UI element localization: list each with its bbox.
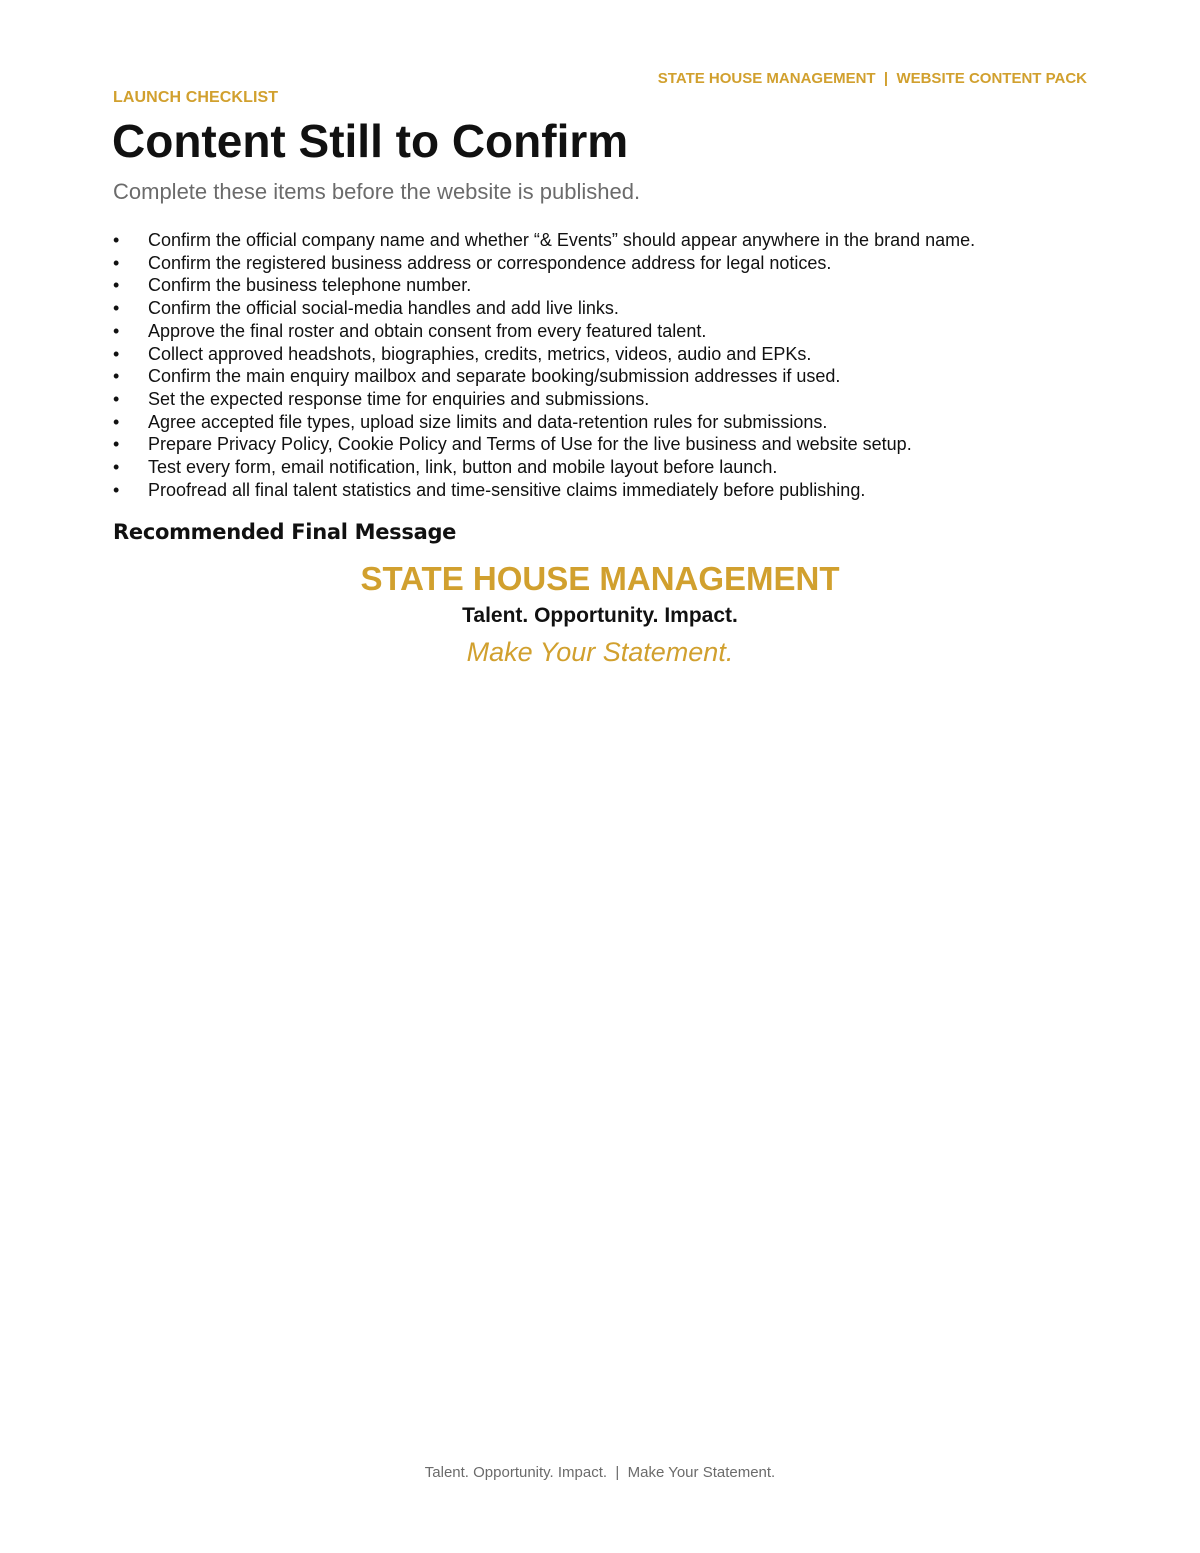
checklist-item-text: Confirm the official social-media handles and add live links.	[148, 298, 619, 319]
page-subtitle: Complete these items before the website is published.	[113, 179, 641, 204]
bullet-icon: •	[113, 388, 120, 409]
final-message-heading: Recommended Final Message	[113, 520, 457, 544]
checklist-item-text: Set the expected response time for enquiries and submissions.	[148, 388, 650, 409]
page-footer: Talent. Opportunity. Impact. | Make Your Statement.	[424, 1464, 776, 1481]
brand-tagline: Talent. Opportunity. Impact.	[462, 604, 738, 627]
checklist-item	[113, 343, 975, 366]
checklist-item	[113, 297, 975, 320]
bullet-icon: •	[113, 434, 120, 455]
bullet-icon: •	[113, 343, 120, 364]
brand-name: STATE HOUSE MANAGEMENT	[360, 560, 840, 597]
bullet-icon: •	[113, 457, 120, 478]
bullet-icon: •	[113, 479, 120, 500]
checklist-item	[113, 479, 975, 502]
page-title: Content Still to Confirm	[112, 115, 629, 167]
final-message-block	[0, 558, 1200, 669]
checklist-item-text: Confirm the main enquiry mailbox and separate booking/submission addresses if used.	[148, 366, 841, 387]
checklist-item	[113, 456, 975, 479]
bullet-icon: •	[113, 298, 120, 319]
bullet-icon: •	[113, 320, 120, 341]
checklist-item	[113, 229, 975, 252]
checklist-item	[113, 320, 975, 343]
bullet-icon: •	[113, 230, 120, 250]
checklist-item-text: Confirm the official company name and whether “& Events” should appear anywhere in the brand name.	[148, 230, 976, 250]
checklist-item	[113, 411, 975, 434]
checklist-item-text: Approve the final roster and obtain consent from every featured talent.	[148, 320, 707, 341]
section-eyebrow: LAUNCH CHECKLIST	[113, 89, 279, 106]
checklist-item-text: Confirm the business telephone number.	[148, 275, 472, 296]
checklist-item-text: Confirm the registered business address or correspondence address for legal notices.	[148, 252, 832, 273]
checklist-item	[113, 388, 975, 411]
bullet-icon: •	[113, 411, 120, 432]
checklist-item-text: Collect approved headshots, biographies, credits, metrics, videos, audio and EPKs.	[148, 343, 812, 364]
checklist-item-text: Test every form, email notification, link, button and mobile layout before launch.	[148, 457, 778, 478]
bullet-icon: •	[113, 252, 120, 273]
checklist-item-text: Prepare Privacy Policy, Cookie Policy and Terms of Use for the live business and website setup.	[148, 434, 912, 455]
brand-slogan: Make Your Statement.	[466, 637, 734, 667]
page-header: STATE HOUSE MANAGEMENT | WEBSITE CONTENT PACK	[657, 70, 1087, 87]
bullet-icon: •	[113, 275, 120, 296]
launch-checklist	[113, 229, 975, 501]
checklist-item	[113, 433, 975, 456]
checklist-item-text: Agree accepted file types, upload size limits and data-retention rules for submissions.	[148, 411, 828, 432]
checklist-item	[113, 252, 975, 275]
checklist-item-text: Proofread all final talent statistics and time-sensitive claims immediately before publishing.	[148, 479, 866, 500]
checklist-item	[113, 365, 975, 388]
checklist-item	[113, 274, 975, 297]
bullet-icon: •	[113, 366, 120, 387]
